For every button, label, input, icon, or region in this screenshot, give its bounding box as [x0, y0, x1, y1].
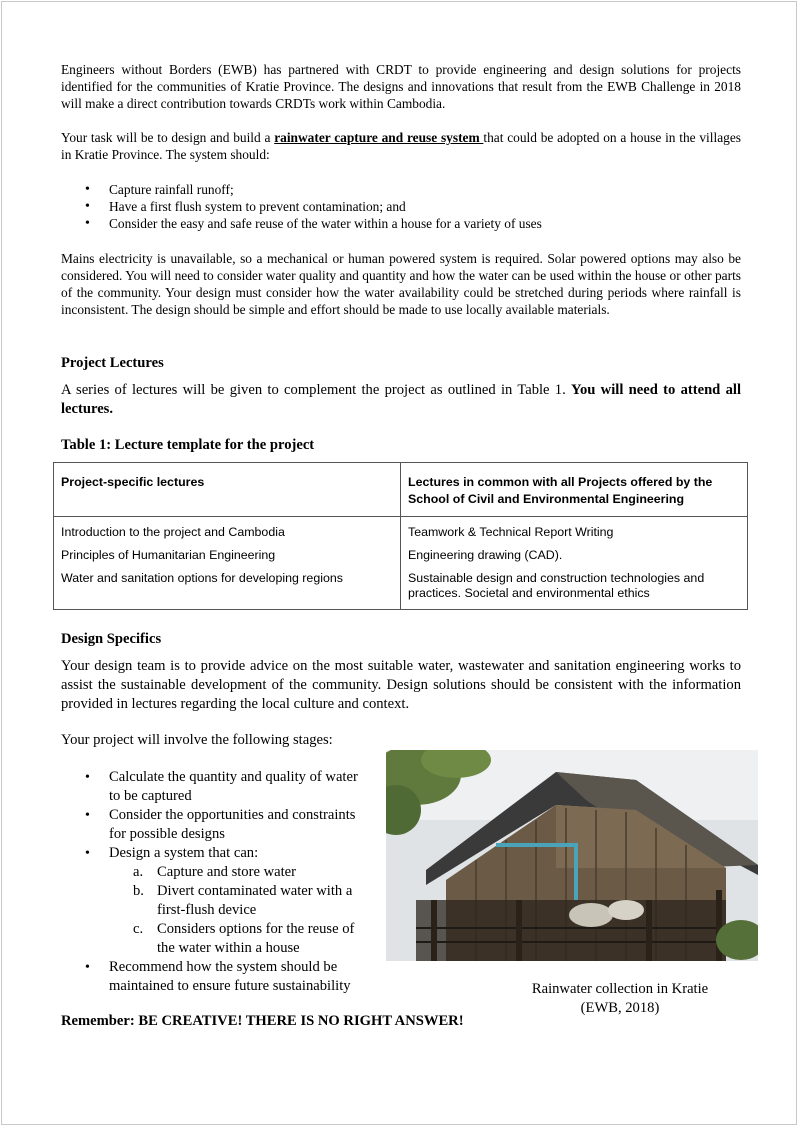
- table-header-cell: Lectures in common with all Projects offered by the School of Civil and Environmental Engineering: [401, 463, 748, 517]
- table-row: [54, 517, 748, 610]
- lectures-paragraph: [61, 381, 741, 419]
- lectures-emphasis: You will need to attend all lectures.: [61, 382, 741, 417]
- lecture-item: Introduction to the project and Cambodia: [61, 525, 285, 539]
- list-item: [109, 863, 361, 882]
- step-letter: a.: [133, 864, 144, 880]
- table-cell: [54, 517, 401, 610]
- caption-line: Rainwater collection in Kratie: [531, 981, 709, 997]
- constraints-paragraph: Mains electricity is unavailable, so a mechanical or human powered system is required. Solar powered options may also be considered. You will need to consider water quality and quantity and how the water can be used within the house or other parts of the community. Your design must consider how the water availability could be stretched during periods where rainfall is inconsistent. The design should be simple and effort should be made to use locally available materials.: [61, 251, 741, 317]
- stage-text: Design a system that can:: [109, 845, 259, 861]
- task-text-before: Your task will be to design and build a: [61, 130, 275, 145]
- step-text: Capture and store water: [157, 864, 296, 880]
- substeps-list: [109, 863, 361, 958]
- step-letter: c.: [133, 921, 144, 937]
- list-item: • Consider the opportunities and constraints for possible designs: [61, 806, 361, 844]
- table-header-row: [54, 463, 748, 517]
- stages-intro: Your project will involve the following stages:: [61, 732, 333, 748]
- table-cell: [401, 517, 748, 610]
- closing-remark: Remember: BE CREATIVE! THERE IS NO RIGHT ANSWER!: [61, 1013, 464, 1029]
- system-requirements-list: [61, 181, 542, 232]
- lecture-item: Sustainable design and construction technologies and practices. Societal and environmental ethics: [408, 571, 705, 600]
- lectures-text: A series of lectures will be given to complement the project as outlined in Table 1.: [61, 382, 572, 398]
- list-item: • Calculate the quantity and quality of water to be captured: [61, 768, 361, 806]
- list-item: [109, 920, 361, 958]
- table-caption: Table 1: Lecture template for the project: [61, 437, 315, 453]
- task-text-after: that could be adopted on a house in the villages in Kratie Province. The system should:: [61, 130, 742, 162]
- lecture-table: [53, 462, 748, 610]
- lectures-heading: Project Lectures: [61, 355, 164, 371]
- task-paragraph: [61, 129, 741, 163]
- task-highlight: rainwater capture and reuse system: [274, 130, 484, 145]
- list-item: • Consider the easy and safe reuse of the water within a house for a variety of uses: [61, 215, 542, 232]
- design-heading: Design Specifics: [61, 631, 162, 647]
- table-header-cell: Project-specific lectures: [54, 463, 401, 517]
- step-text: Considers options for the reuse of the water within a house: [157, 921, 355, 956]
- list-item: • Recommend how the system should be maintained to ensure future sustainability: [61, 958, 361, 996]
- lecture-item: Principles of Humanitarian Engineering: [61, 548, 276, 562]
- intro-paragraph: Engineers without Borders (EWB) has partnered with CRDT to provide engineering and design solutions for projects identified for the communities of Kratie Province. The designs and innovations that result from the EWB Challenge in 2018 will make a direct contribution towards CRDTs work within Cambodia.: [61, 62, 741, 111]
- design-paragraph: Your design team is to provide advice on the most suitable water, wastewater and sanitation engineering works to assist the sustainable development of the community. Design solutions should be consistent with the information provided in lectures regarding the local culture and context.: [61, 658, 741, 712]
- list-item: • Capture rainfall runoff;: [61, 181, 542, 198]
- caption-source: (EWB, 2018): [580, 1000, 660, 1016]
- house-photo: [386, 750, 758, 961]
- lecture-item: Teamwork & Technical Report Writing: [408, 525, 614, 539]
- lecture-item: Engineering drawing (CAD).: [408, 548, 563, 562]
- step-letter: b.: [133, 883, 144, 899]
- photo-caption: [505, 980, 735, 1018]
- list-item: • Have a first flush system to prevent contamination; and: [61, 198, 542, 215]
- list-item: [61, 844, 361, 958]
- stages-list: [61, 768, 361, 996]
- step-text: Divert contaminated water with a first-flush device: [157, 883, 353, 918]
- lecture-item: Water and sanitation options for developing regions: [61, 571, 343, 585]
- list-item: [109, 882, 361, 920]
